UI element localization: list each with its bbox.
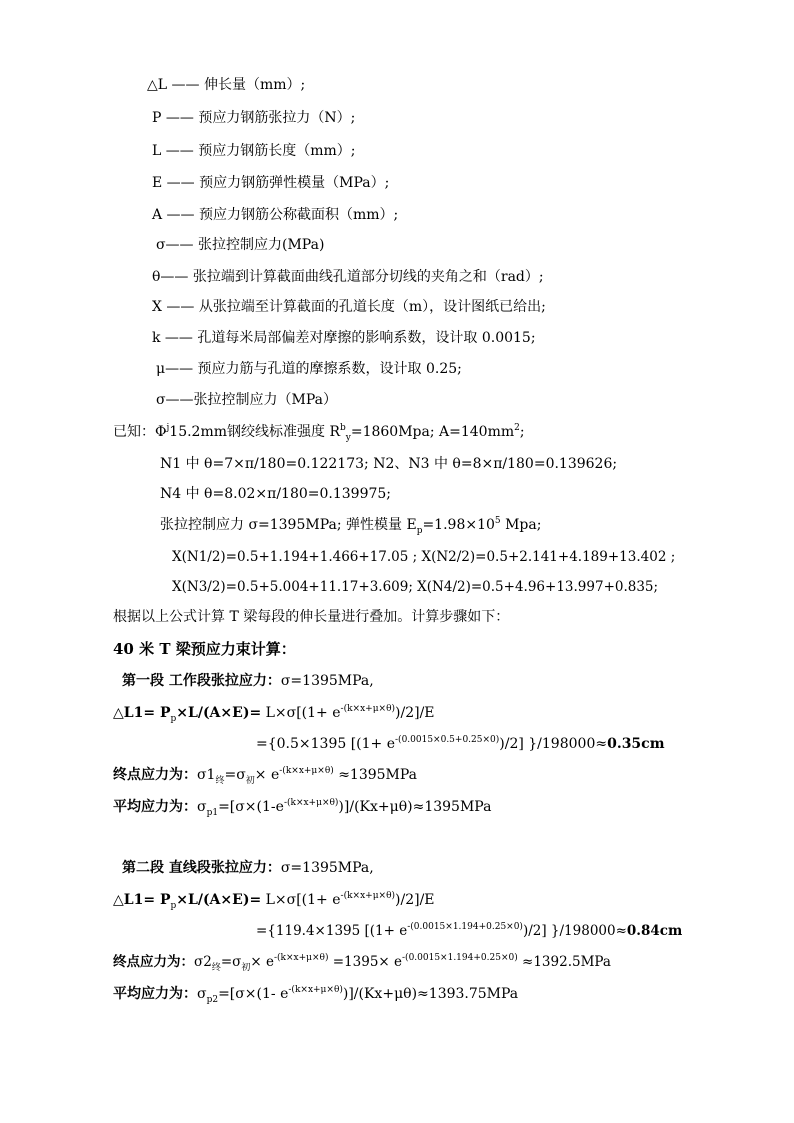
seg1-dl-formula: L×σ[(1+ e bbox=[261, 705, 341, 721]
def-sigma: σ—— 张拉控制应力(MPa) bbox=[156, 237, 325, 253]
seg2-title-line bbox=[122, 859, 374, 877]
seg2-end-mid2: =1395× e bbox=[328, 954, 403, 970]
seg1-end-sub2: 初 bbox=[245, 776, 255, 786]
seg2-dl-formula: L×σ[(1+ e bbox=[261, 892, 341, 908]
seg1-dl-sub: p bbox=[170, 714, 177, 724]
control-post: Mpa; bbox=[500, 517, 542, 533]
x-values-line-1: X(N1/2)=0.5+1.194+1.466+17.05 ; X(N2/2)=0.5+2.141+4.189+13.402 ; bbox=[172, 549, 676, 565]
seg1-end-exp: -(k×x+μ×θ) bbox=[279, 766, 334, 776]
def-a: A —— 预应力钢筋公称截面积（mm）; bbox=[152, 207, 399, 223]
seg1-dl-exp: -(k×x+μ×θ) bbox=[340, 704, 396, 714]
seg2-avg-tail: )]/(Kx+μθ)≈1393.75MPa bbox=[342, 986, 519, 1002]
seg2-end-exp2: -(0.0015×1.194+0.25×0) bbox=[402, 953, 518, 963]
seg1-avg-stress bbox=[113, 798, 491, 818]
seg2-avg-sub: p2 bbox=[206, 995, 219, 1005]
def-sigma-control: σ——张拉控制应力（MPa） bbox=[156, 392, 338, 408]
seg1-stress: σ=1395MPa, bbox=[280, 673, 374, 689]
control-sub: p bbox=[416, 526, 423, 536]
seg2-calc: ={119.4×1395 [(1+ e bbox=[256, 923, 408, 939]
seg1-avg-pre: σ bbox=[197, 799, 207, 815]
seg1-calc-tail: )/2] }/198000≈ bbox=[499, 736, 608, 752]
def-k: k —— 孔道每米局部偏差对摩擦的影响系数，设计取 0.0015; bbox=[152, 330, 536, 346]
seg2-avg-formula: =[σ×(1- e bbox=[218, 986, 289, 1002]
known-end: ; bbox=[519, 424, 525, 440]
seg2-end-exp: -(k×x+μ×θ) bbox=[273, 953, 329, 963]
section-heading: 40 米 T 梁预应力束计算： bbox=[113, 640, 296, 658]
seg1-calc-exp: -(0.0015×0.5+0.25×0) bbox=[395, 735, 500, 745]
seg1-title: 第一段 工作段张拉应力： bbox=[122, 673, 281, 689]
known-area-sup: 2 bbox=[514, 423, 520, 433]
seg2-dl-sub: p bbox=[170, 901, 177, 911]
seg1-elongation-calc bbox=[256, 735, 665, 755]
seg2-elongation-calc bbox=[256, 922, 682, 942]
seg2-end-sub1: 终 bbox=[211, 963, 221, 973]
x-values-line-2: X(N3/2)=0.5+5.004+11.17+3.609; X(N4/2)=0.5+4.96+13.997+0.835; bbox=[172, 579, 659, 595]
seg1-end-stress bbox=[113, 766, 417, 786]
seg1-end-sub1: 终 bbox=[215, 776, 225, 786]
seg2-title: 第二段 直线段张拉应力： bbox=[122, 860, 281, 876]
seg2-end-label: 终点应力为： bbox=[113, 954, 194, 970]
seg1-calc: ={0.5×1395 [(1+ e bbox=[256, 736, 396, 752]
control-stress-line bbox=[160, 516, 541, 536]
seg2-calc-tail: )/2] }/198000≈ bbox=[522, 923, 627, 939]
seg1-end-mid: =σ bbox=[224, 767, 246, 783]
seg2-calc-exp: -(0.0015×1.194+0.25×0) bbox=[407, 922, 523, 932]
seg2-stress: σ=1395MPa, bbox=[280, 860, 374, 876]
def-l: L —— 预应力钢筋长度（mm）; bbox=[152, 143, 356, 159]
seg1-avg-label: 平均应力为： bbox=[113, 799, 197, 815]
theta-n1-n2-n3: N1 中 θ=7×π/180=0.122173; N2、N3 中 θ=8×π/180=0.139626; bbox=[160, 456, 618, 472]
seg1-end-pre: σ1 bbox=[197, 767, 216, 783]
seg2-avg-label: 平均应力为： bbox=[113, 986, 197, 1002]
control-mid: =1.98×10 bbox=[422, 517, 495, 533]
def-p: P —— 预应力钢筋张拉力（N）; bbox=[152, 110, 356, 126]
seg1-dl-label: △L1= P bbox=[113, 705, 171, 721]
seg2-avg-pre: σ bbox=[197, 986, 207, 1002]
theta-n4: N4 中 θ=8.02×π/180=0.139975; bbox=[160, 486, 392, 502]
control-sup: 5 bbox=[494, 516, 501, 526]
seg1-end-x: × e bbox=[254, 767, 280, 783]
def-theta: θ—— 张拉端到计算截面曲线孔道部分切线的夹角之和（rad）; bbox=[152, 269, 544, 285]
seg2-end-x: × e bbox=[250, 954, 274, 970]
seg2-end-tail: ≈1392.5MPa bbox=[517, 954, 611, 970]
seg2-avg-stress bbox=[113, 985, 518, 1005]
seg2-result: 0.84cm bbox=[626, 923, 683, 939]
seg2-dl-mid: ×L/(A×E)= bbox=[176, 892, 262, 908]
seg1-elongation-formula bbox=[113, 704, 435, 724]
seg1-dl-mid: ×L/(A×E)= bbox=[176, 705, 262, 721]
seg1-result: 0.35cm bbox=[607, 736, 665, 752]
seg1-title-line bbox=[122, 672, 374, 690]
seg1-avg-exp: -(k×x+μ×θ) bbox=[283, 798, 339, 808]
def-x: X —— 从张拉端至计算截面的孔道长度（m），设计图纸已给出; bbox=[152, 299, 546, 315]
known-pre: 已知：Φ bbox=[113, 424, 167, 440]
seg2-dl-label: △L1= P bbox=[113, 892, 171, 908]
def-mu: μ—— 预应力筋与孔道的摩擦系数，设计取 0.25; bbox=[156, 361, 462, 377]
seg2-avg-exp: -(k×x+μ×θ) bbox=[288, 985, 343, 995]
seg2-end-pre: σ2 bbox=[194, 954, 212, 970]
seg1-avg-sub: p1 bbox=[206, 808, 219, 818]
seg1-avg-formula: =[σ×(1-e bbox=[218, 799, 284, 815]
known-post: =1860Mpa; A=140mm bbox=[350, 424, 515, 440]
seg1-end-label: 终点应力为： bbox=[113, 767, 197, 783]
control-pre: 张拉控制应力 σ=1395MPa; 弹性模量 E bbox=[160, 517, 417, 533]
seg2-end-sub2: 初 bbox=[241, 963, 251, 973]
seg2-dl-exp: -(k×x+μ×θ) bbox=[340, 891, 396, 901]
known-r-sub: y bbox=[345, 433, 351, 443]
known-mid: 15.2mm钢绞线标准强度 R bbox=[169, 424, 340, 440]
def-delta-l: △L —— 伸长量（mm）; bbox=[147, 77, 306, 93]
known-line bbox=[113, 423, 525, 443]
known-pre-sup: j bbox=[166, 423, 170, 433]
seg2-end-mid: =σ bbox=[220, 954, 242, 970]
seg1-dl-tail: )/2]/E bbox=[395, 705, 435, 721]
summary-text: 根据以上公式计算 T 梁每段的伸长量进行叠加。计算步骤如下： bbox=[113, 609, 510, 625]
seg2-dl-tail: )/2]/E bbox=[395, 892, 435, 908]
seg2-end-stress bbox=[113, 953, 611, 973]
seg1-end-tail: ≈1395MPa bbox=[333, 767, 418, 783]
seg2-elongation-formula bbox=[113, 891, 435, 911]
seg1-avg-tail: )]/(Kx+μθ)≈1395MPa bbox=[338, 799, 492, 815]
def-e: E —— 预应力钢筋弹性模量（MPa）; bbox=[152, 175, 390, 191]
known-r-sup: b bbox=[340, 423, 346, 433]
